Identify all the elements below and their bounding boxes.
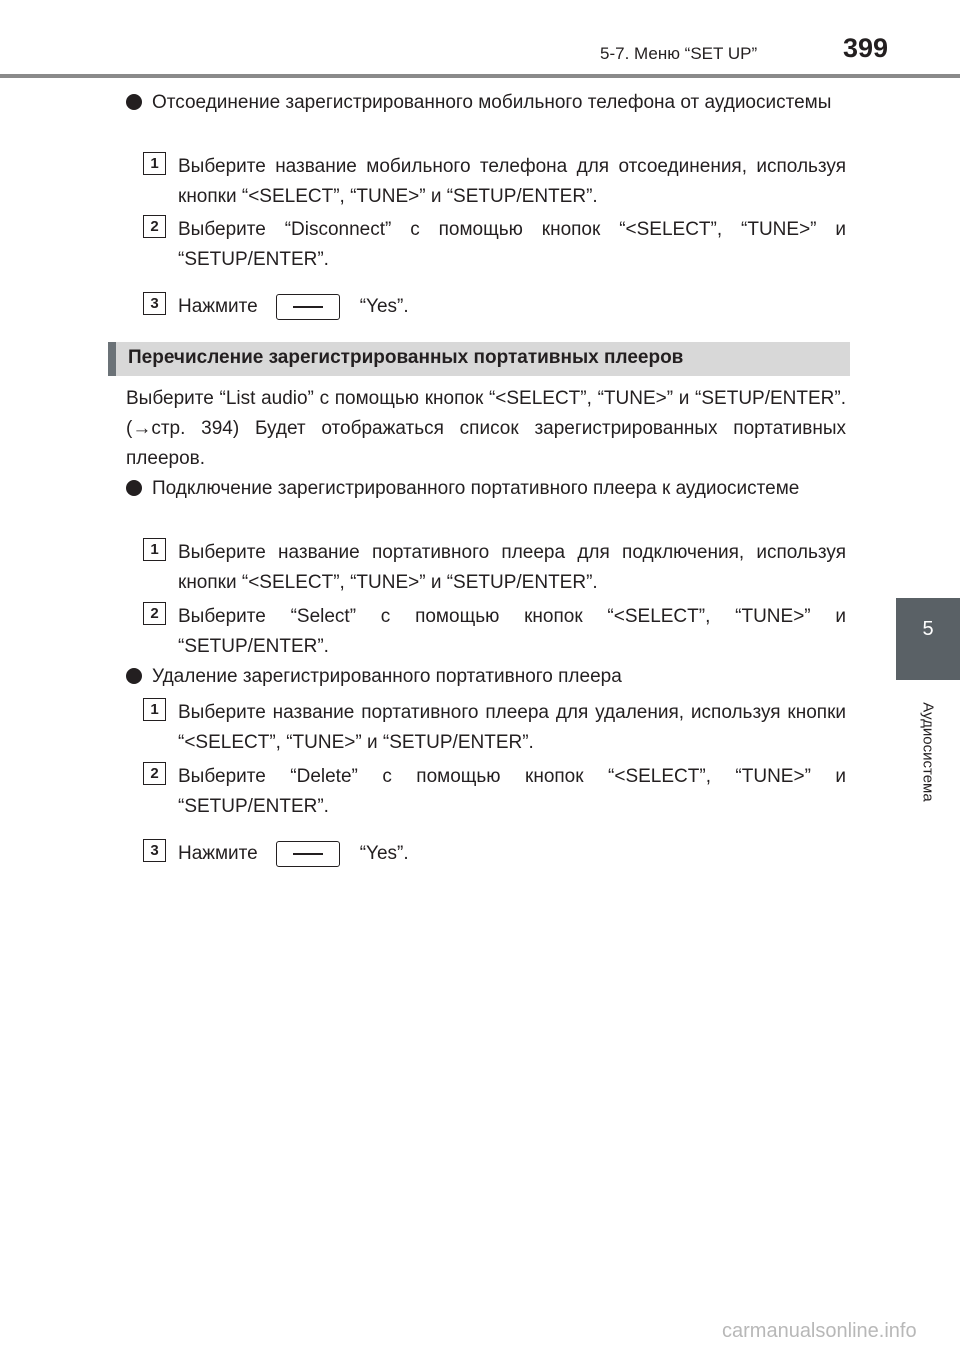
step-text (178, 292, 846, 322)
step-item (143, 698, 846, 758)
step-number: 3 (143, 839, 166, 862)
bullet-title: Отсоединение зарегистрированного мобильного телефона от аудиосистемы (152, 92, 832, 113)
step-prefix: Нажмите (178, 296, 258, 317)
bullet-connect-player (126, 474, 846, 504)
section-heading-bar (108, 342, 850, 376)
step-item (143, 602, 846, 662)
step-number: 2 (143, 762, 166, 785)
step-suffix: “Yes”. (359, 843, 409, 864)
step-item (143, 215, 846, 275)
step-number: 2 (143, 602, 166, 625)
chapter-tab (896, 598, 960, 680)
step-text (178, 839, 846, 869)
step-text: Выберите название мобильного телефона для отсоединения, используя кнопки “<SELECT”, “TUNE>” и “SETUP/ENTER”. (178, 156, 846, 207)
step-number: 1 (143, 698, 166, 721)
bullet-disconnect-phone (126, 88, 846, 118)
chapter-title: Аудиосистема (919, 702, 937, 802)
step-item (143, 538, 846, 598)
step-item (143, 152, 846, 212)
bullet-icon (126, 94, 142, 110)
step-number: 2 (143, 215, 166, 238)
button-icon (276, 294, 340, 320)
step-item (143, 839, 846, 869)
section-reference: 5-7. Меню “SET UP” (600, 44, 758, 63)
section-heading: Перечисление зарегистрированных портативных плееров (128, 347, 684, 368)
step-number: 1 (143, 152, 166, 175)
bullet-icon (126, 480, 142, 496)
step-text: Выберите “Delete” с помощью кнопок “<SELECT”, “TUNE>” и “SETUP/ENTER”. (178, 766, 846, 817)
step-prefix: Нажмите (178, 843, 258, 864)
step-text: Выберите название портативного плеера для подключения, используя кнопки “<SELECT”, “TUNE>” и “SETUP/ENTER”. (178, 542, 846, 593)
bullet-title: Подключение зарегистрированного портативного плеера к аудиосистеме (152, 478, 800, 499)
page-number: 399 (843, 33, 889, 63)
step-suffix: “Yes”. (359, 296, 409, 317)
step-number: 1 (143, 538, 166, 561)
bullet-title: Удаление зарегистрированного портативного плеера (152, 666, 622, 687)
step-item (143, 292, 846, 322)
bullet-delete-player (126, 662, 846, 692)
step-text: Выберите название портативного плеера для удаления, используя кнопки “<SELECT”, “TUNE>” и “SETUP/ENTER”. (178, 702, 846, 753)
watermark: carmanualsonline.info (722, 1320, 917, 1342)
step-text: Выберите “Disconnect” с помощью кнопок “<SELECT”, “TUNE>” и “SETUP/ENTER”. (178, 219, 846, 270)
header-divider (0, 74, 960, 78)
chapter-number: 5 (922, 618, 934, 640)
step-number: 3 (143, 292, 166, 315)
step-text: Выберите “Select” с помощью кнопок “<SELECT”, “TUNE>” и “SETUP/ENTER”. (178, 606, 846, 657)
bullet-icon (126, 668, 142, 684)
section-intro: Выберите “List audio” с помощью кнопок “<SELECT”, “TUNE>” и “SETUP/ENTER”. (→стр. 394) Будет отображаться список зарегистрированных портативных плееров. (126, 388, 846, 469)
step-item (143, 762, 846, 822)
button-icon (276, 841, 340, 867)
